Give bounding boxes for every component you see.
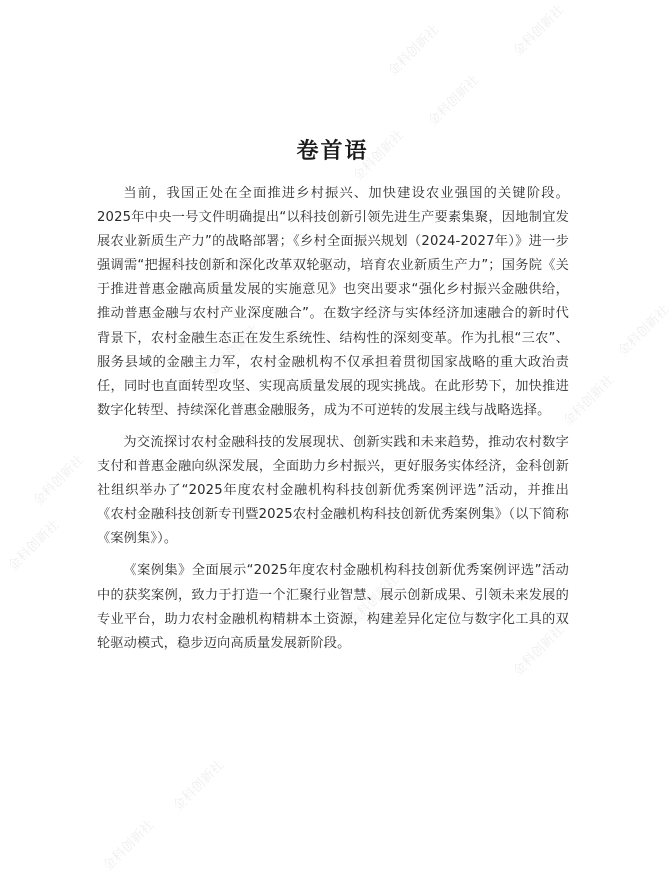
body-text [97, 182, 569, 664]
page-title: 卷首语 [296, 139, 369, 164]
watermark: 金科创新社 [615, 302, 672, 360]
watermark: 金科创新社 [30, 452, 88, 510]
watermark: 金科创新社 [510, 622, 568, 680]
watermark: 金科创新社 [385, 22, 443, 80]
watermark: 金科创新社 [100, 817, 158, 874]
watermark: 金科创新社 [5, 517, 63, 575]
watermark: 金科创新社 [510, 2, 568, 60]
paragraph-3: 《案例集》全面展示“2025年度农村金融机构科技创新优秀案例评选”活动中的获奖案例，致力于打造一个汇聚行业智慧、展示创新成果、引领未来发展的专业平台，助力农村金融机构精耕本土资源，构建差异化定位与数字化工具的双轮驱动模式，稳步迈向高质量发展新阶段。 [97, 563, 569, 651]
paragraph-2: 为交流探讨农村金融科技的发展现状、创新实践和未来趋势，推动农村数字支付和普惠金融向纵深发展，全面助力乡村振兴，更好服务实体经济，金科创新社组织举办了“2025年度农村金融机构科技创新优秀案例评选”活动，并推出《农村金融科技创新专刊暨2025农村金融机构科技创新优秀案例集》（以下简称《案例集》）。 [97, 434, 569, 547]
paragraph-1: 当前，我国正处在全面推进乡村振兴、加快建设农业强国的关键阶段。2025年中央一号文件明确提出“以科技创新引领先进生产要素集聚，因地制宜发展农业新质生产力”的战略部署；《乡村全面振兴规划（2024-2027年）》进一步强调需“把握科技创新和深化改革双轮驱动，培育农业新质生产力”；国务院《关于推进普惠金融高质量发展的实施意见》也突出要求“强化乡村振兴金融供给，推动普惠金融与农村产业深度融合”。在数字经济与实体经济加速融合的新时代背景下，农村金融生态正在发生系统性、结构性的深刻变革。作为扎根“三农”、服务县域的金融主力军，农村金融机构不仅承担着贯彻国家战略的重大政治责任，同时也直面转型攻坚、实现高质量发展的现实挑战。在此形势下，加快推进数字化转型、持续深化普惠金融服务，成为不可逆转的发展主线与战略选择。 [97, 186, 569, 418]
watermark: 金科创新社 [425, 72, 483, 130]
watermark: 金科创新社 [350, 127, 408, 185]
watermark: 金科创新社 [560, 372, 618, 430]
watermark: 金科创新社 [205, 322, 263, 380]
watermark: 金科创新社 [345, 572, 403, 630]
watermark: 金科创新社 [170, 757, 228, 815]
